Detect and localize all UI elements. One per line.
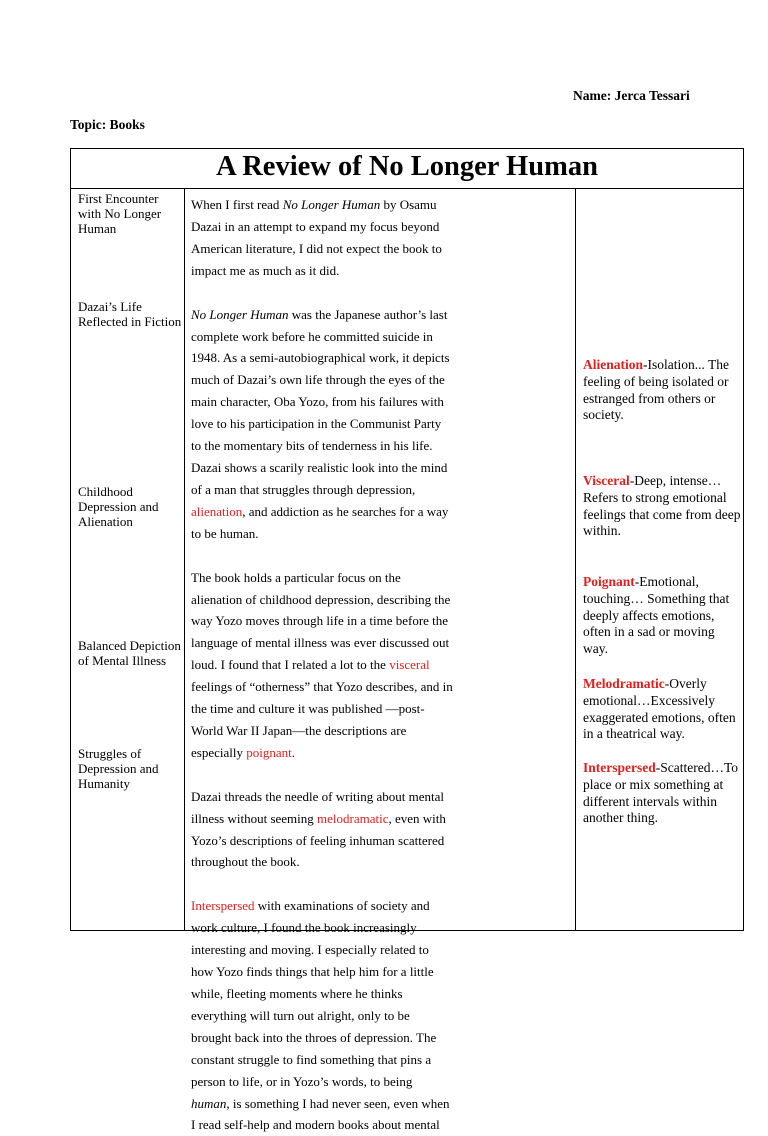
page-title: A Review of No Longer Human: [70, 148, 744, 189]
column-divider-left: [184, 189, 185, 930]
definition-visceral: Visceral-Deep, intense…Refers to strong emotional feelings that come from deep within.: [583, 473, 741, 539]
definition-alienation: Alienation-Isolation... The feeling of being isolated or estranged from others or society.: [583, 357, 729, 423]
column-divider-right: [575, 189, 576, 930]
definition-poignant: Poignant-Emotional, touching… Something that deeply affects emotions, often in a sad or moving way.: [583, 574, 730, 657]
cue-struggles: Struggles of Depression and Humanity: [78, 746, 159, 792]
highlight-interspersed: Interspersed: [191, 898, 255, 914]
paragraph-childhood-depression: The book holds a particular focus on the alienation of childhood depression, describing the way Yozo moves through life in a time before the language of mental illness was ever discussed out loud. I found that I related a lot to the visceral feelings of “otherness” that Yozo describes, and in the time and culture it was published —post-World War II Japan—the descriptions are especially poignant.: [191, 569, 453, 760]
highlight-visceral: visceral: [389, 657, 430, 673]
cue-childhood-depression: Childhood Depression and Alienation: [78, 484, 159, 530]
student-name: Name: Jerca Tessari: [573, 88, 690, 103]
cue-dazai-life: Dazai’s Life Reflected in Fiction: [78, 299, 182, 330]
definition-interspersed: Interspersed-Scattered…To place or mix something at different intervals within another thing.: [583, 760, 739, 826]
paragraph-first-encounter: When I first read No Longer Human by Osamu Dazai in an attempt to expand my focus beyond American literature, I did not expect the book to impact me as much as it did.: [191, 197, 442, 278]
topic-label: Topic: Books: [70, 117, 145, 132]
review-body: [191, 194, 453, 1136]
highlight-poignant: poignant: [246, 744, 292, 760]
highlight-alienation: alienation: [191, 503, 243, 519]
definition-melodramatic: Melodramatic-Overly emotional…Excessively exaggerated emotions, often in a theatrical way.: [583, 676, 736, 742]
paragraph-dazai-life: No Longer Human was the Japanese author’s last complete work before he committed suicide in 1948. As a semi-autobiographical work, it depicts much of Dazai’s own life through the eyes of the main character, Oba Yozo, from his failures with love to his participation in the Communist Party to the momentary bits of tenderness in his life. Dazai shows a scarily realistic look into the mind of a man that struggles through depression, alienation, and addiction as he searches for a way to be human.: [191, 306, 450, 541]
cue-balanced-depiction: Balanced Depiction of Mental Illness: [78, 638, 181, 669]
paragraph-balanced-depiction: Dazai threads the needle of writing about mental illness without seeming melodramatic, even with Yozo’s descriptions of feeling inhuman scattered throughout the book.: [191, 788, 446, 870]
notes-table: [70, 189, 744, 1133]
paragraph-struggles: Interspersed with examinations of society and work culture, I found the book increasingly interesting and moving. I especially related to how Yozo finds things that help him for a little while, fleeting moments where he thinks everything will turn out alright, only to be brought back into the throes of depression. The constant struggle to find something that pins a person to life, or in Yozo’s words, to being human, is something I had never seen, even when I read self-help and modern books about mental: [191, 898, 450, 1133]
cue-first-encounter: First Encounter with No Longer Human: [78, 191, 162, 237]
highlight-melodramatic: melodramatic: [317, 810, 389, 826]
